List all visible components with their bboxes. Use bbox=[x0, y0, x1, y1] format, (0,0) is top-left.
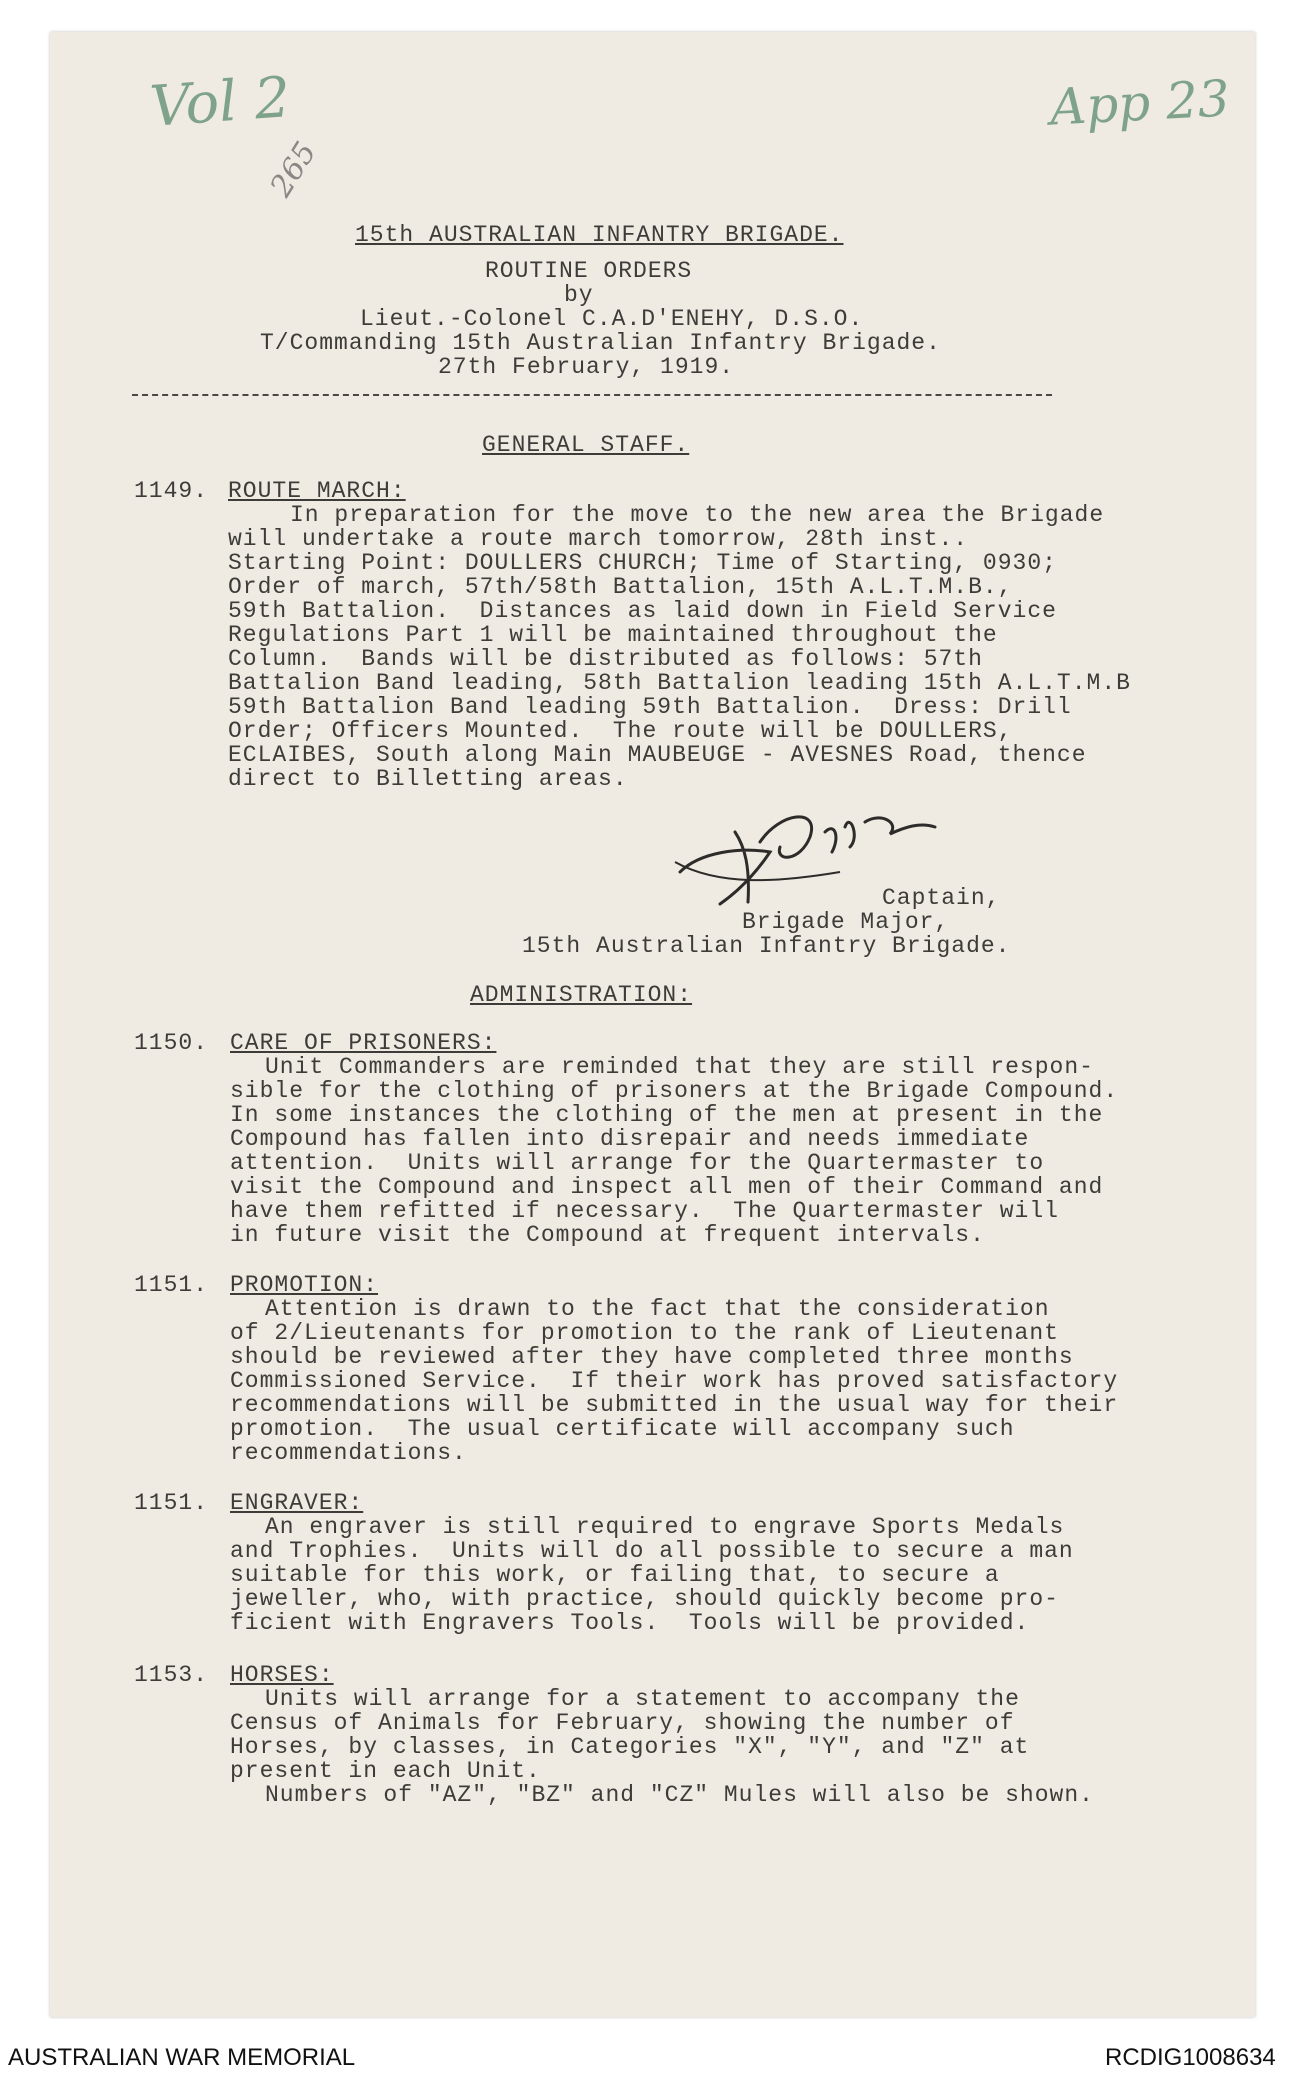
order-line: jeweller, who, with practice, should quickly become pro- bbox=[230, 1586, 1059, 1612]
signature-rank: Captain, bbox=[882, 885, 1001, 911]
order-line: should be reviewed after they have completed three months bbox=[230, 1344, 1074, 1370]
order-line: and Trophies. Units will do all possible to secure a man bbox=[230, 1538, 1074, 1564]
commanding-line: T/Commanding 15th Australian Infantry Brigade. bbox=[260, 330, 941, 356]
order-title: PROMOTION: bbox=[230, 1272, 379, 1298]
order-line: Attention is drawn to the fact that the consideration bbox=[265, 1296, 1050, 1322]
order-number: 1149. bbox=[134, 478, 209, 504]
order-line: have them refitted if necessary. The Quartermaster will bbox=[230, 1198, 1059, 1224]
order-line: Unit Commanders are reminded that they are still respon- bbox=[265, 1054, 1094, 1080]
order-line: Units will arrange for a statement to accompany the bbox=[265, 1686, 1020, 1712]
archive-name: AUSTRALIAN WAR MEMORIAL bbox=[8, 2044, 356, 2071]
brigade-heading: 15th AUSTRALIAN INFANTRY BRIGADE. bbox=[355, 222, 844, 248]
order-line: visit the Compound and inspect all men of their Command and bbox=[230, 1174, 1104, 1200]
routine-orders-title: ROUTINE ORDERS bbox=[485, 258, 693, 284]
signature-unit: 15th Australian Infantry Brigade. bbox=[522, 933, 1011, 959]
signature-role: Brigade Major, bbox=[742, 909, 950, 935]
order-line: ficient with Engravers Tools. Tools will be provided. bbox=[230, 1610, 1030, 1636]
order-line: An engraver is still required to engrave Sports Medals bbox=[265, 1514, 1065, 1540]
order-line: sible for the clothing of prisoners at the Brigade Compound. bbox=[230, 1078, 1119, 1104]
order-line: will undertake a route march tomorrow, 28th inst.. bbox=[228, 526, 969, 552]
order-title: CARE OF PRISONERS: bbox=[230, 1030, 497, 1056]
order-line: recommendations. bbox=[230, 1440, 467, 1466]
order-line: suitable for this work, or failing that, to secure a bbox=[230, 1562, 1000, 1588]
archive-id: RCDIG1008634 bbox=[1105, 2044, 1276, 2071]
header-divider bbox=[132, 394, 1052, 396]
order-line: Column. Bands will be distributed as follows: 57th bbox=[228, 646, 983, 672]
appendix-annotation: App 23 bbox=[1048, 69, 1232, 137]
administration-heading: ADMINISTRATION: bbox=[470, 982, 693, 1008]
order-line: Census of Animals for February, showing the number of bbox=[230, 1710, 1015, 1736]
order-number: 1151. bbox=[134, 1490, 209, 1516]
order-line: Starting Point: DOULLERS CHURCH; Time of Starting, 0930; bbox=[228, 550, 1057, 576]
order-title: HORSES: bbox=[230, 1662, 334, 1688]
order-line: 59th Battalion. Distances as laid down in Field Service bbox=[228, 598, 1057, 624]
order-line: Horses, by classes, in Categories "X", "Y", and "Z" at bbox=[230, 1734, 1030, 1760]
order-line: present in each Unit. bbox=[230, 1758, 541, 1784]
order-line: In preparation for the move to the new area the Brigade bbox=[290, 502, 1105, 528]
order-line: attention. Units will arrange for the Quartermaster to bbox=[230, 1150, 1045, 1176]
order-title: ROUTE MARCH: bbox=[228, 478, 406, 504]
order-line: recommendations will be submitted in the usual way for their bbox=[230, 1392, 1119, 1418]
folio-number: 265 bbox=[263, 135, 324, 204]
officer-line: Lieut.-Colonel C.A.D'ENEHY, D.S.O. bbox=[360, 306, 864, 332]
order-title: ENGRAVER: bbox=[230, 1490, 364, 1516]
order-line: Order; Officers Mounted. The route will be DOULLERS, bbox=[228, 718, 1013, 744]
by-line: by bbox=[564, 282, 594, 308]
volume-annotation: Vol 2 bbox=[147, 65, 293, 140]
order-line: In some instances the clothing of the men at present in the bbox=[230, 1102, 1104, 1128]
order-line: 59th Battalion Band leading 59th Battalion. Dress: Drill bbox=[228, 694, 1072, 720]
general-staff-heading: GENERAL STAFF. bbox=[482, 432, 690, 458]
order-line: promotion. The usual certificate will accompany such bbox=[230, 1416, 1015, 1442]
order-line: ECLAIBES, South along Main MAUBEUGE - AVESNES Road, thence bbox=[228, 742, 1087, 768]
order-line: Order of march, 57th/58th Battalion, 15th A.L.T.M.B., bbox=[228, 574, 1013, 600]
order-line: Regulations Part 1 will be maintained throughout the bbox=[228, 622, 998, 648]
order-line: of 2/Lieutenants for promotion to the rank of Lieutenant bbox=[230, 1320, 1059, 1346]
order-line: Numbers of "AZ", "BZ" and "CZ" Mules will also be shown. bbox=[265, 1782, 1094, 1808]
order-number: 1150. bbox=[134, 1030, 209, 1056]
order-line: Battalion Band leading, 58th Battalion leading 15th A.L.T.M.B bbox=[228, 670, 1131, 696]
order-line: direct to Billetting areas. bbox=[228, 766, 628, 792]
order-line: Commissioned Service. If their work has proved satisfactory bbox=[230, 1368, 1119, 1394]
order-number: 1153. bbox=[134, 1662, 209, 1688]
order-line: in future visit the Compound at frequent intervals. bbox=[230, 1222, 985, 1248]
date-line: 27th February, 1919. bbox=[438, 354, 735, 380]
order-line: Compound has fallen into disrepair and needs immediate bbox=[230, 1126, 1030, 1152]
order-number: 1151. bbox=[134, 1272, 209, 1298]
document-sheet bbox=[50, 32, 1255, 2017]
